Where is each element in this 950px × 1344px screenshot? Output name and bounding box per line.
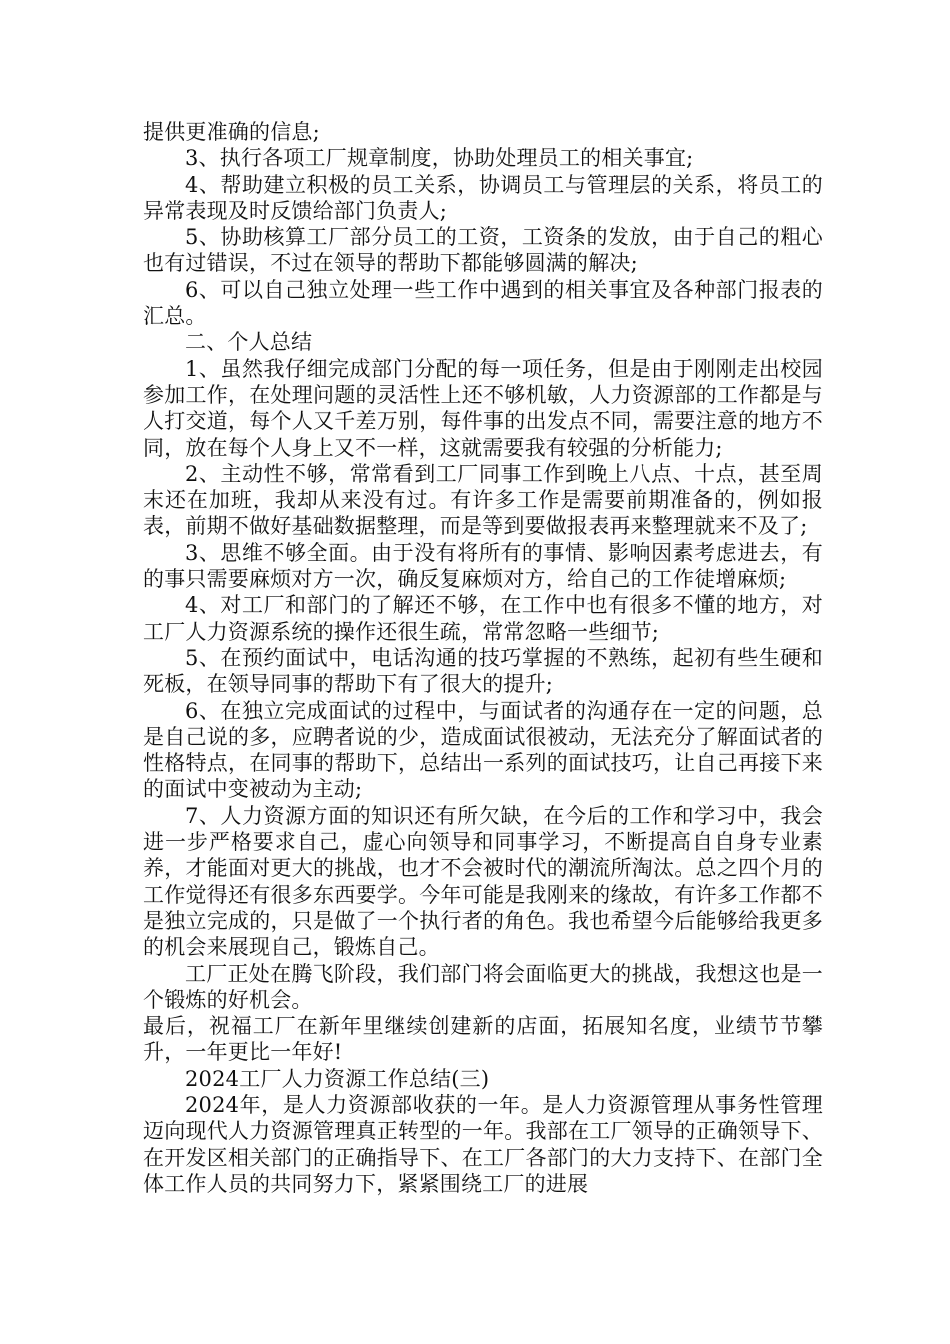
paragraph: 6、可以自己独立处理一些工作中遇到的相关事宜及各种部门报表的汇总。 — [143, 277, 823, 329]
paragraph: 工厂正处在腾飞阶段，我们部门将会面临更大的挑战，我想这也是一个锻炼的好机会。 — [143, 961, 823, 1012]
paragraph: 4、帮助建立积极的员工关系，协调员工与管理层的关系，将员工的异常表现及时反馈给部门负责人; — [143, 172, 823, 223]
section-heading: 二、个人总结 — [185, 330, 313, 355]
paragraph: 2024年，是人力资源部收获的一年。是人力资源管理从事务性管理迈向现代人力资源管理真正转型的一年。我部在工厂领导的正确领导下、在开发区相关部门的正确指导下、在工厂各部门的大力支持下、在部门全体工作人员的共同努力下，紧紧围绕工厂的进展 — [143, 1092, 823, 1196]
paragraph: 3、思维不够全面。由于没有将所有的事情、影响因素考虑进去，有的事只需要麻烦对方一次，确反复麻烦对方，给自己的工作徒增麻烦; — [143, 540, 823, 592]
paragraph: 4、对工厂和部门的了解还不够，在工作中也有很多不懂的地方，对工厂人力资源系统的操作还很生疏，常常忽略一些细节; — [143, 593, 823, 644]
paragraph: 5、协助核算工厂部分员工的工资，工资条的发放，由于自己的粗心也有过错误，不过在领导的帮助下都能够圆满的解决; — [143, 225, 823, 276]
paragraph: 6、在独立完成面试的过程中，与面试者的沟通存在一定的问题，总是自己说的多，应聘者说的少，造成面试很被动，无法充分了解面试者的性格特点，在同事的帮助下，总结出一系列的面试技巧，让自己再接下来的面试中变被动为主动; — [143, 698, 823, 802]
section-heading: 2024工厂人力资源工作总结(三) — [185, 1066, 490, 1091]
paragraph: 3、执行各项工厂规章制度，协助处理员工的相关事宜; — [185, 146, 694, 171]
paragraph: 7、人力资源方面的知识还有所欠缺，在今后的工作和学习中，我会进一步严格要求自己，虚心向领导和同事学习，不断提高自自身专业素养，才能面对更大的挑战，也才不会被时代的潮流所淘汰。总之四个月的工作觉得还有很多东西要学。今年可能是我刚来的缘故，有许多工作都不是独立完成的，只是做了一个执行者的角色。我也希望今后能够给我更多的机会来展现自己，锻炼自己。 — [143, 803, 823, 960]
paragraph: 2、主动性不够，常常看到工厂同事工作到晚上八点、十点，甚至周末还在加班，我却从来没有过。有许多工作是需要前期准备的，例如报表，前期不做好基础数据整理，而是等到要做报表再来整理就来不及了; — [143, 461, 823, 539]
paragraph: 最后，祝福工厂在新年里继续创建新的店面，拓展知名度，业绩节节攀升，一年更比一年好! — [143, 1014, 823, 1065]
paragraph: 1、虽然我仔细完成部门分配的每一项任务，但是由于刚刚走出校园参加工作，在处理问题的灵活性上还不够机敏，人力资源部的工作都是与人打交道，每个人又千差万别，每件事的出发点不同，需要注意的地方不同，放在每个人身上又不一样，这就需要我有较强的分析能力; — [143, 356, 823, 460]
paragraph: 提供更准确的信息; — [143, 120, 320, 144]
paragraph: 5、在预约面试中，电话沟通的技巧掌握的不熟练，起初有些生硬和死板，在领导同事的帮助下有了很大的提升; — [143, 645, 823, 697]
document-body — [143, 119, 823, 1197]
